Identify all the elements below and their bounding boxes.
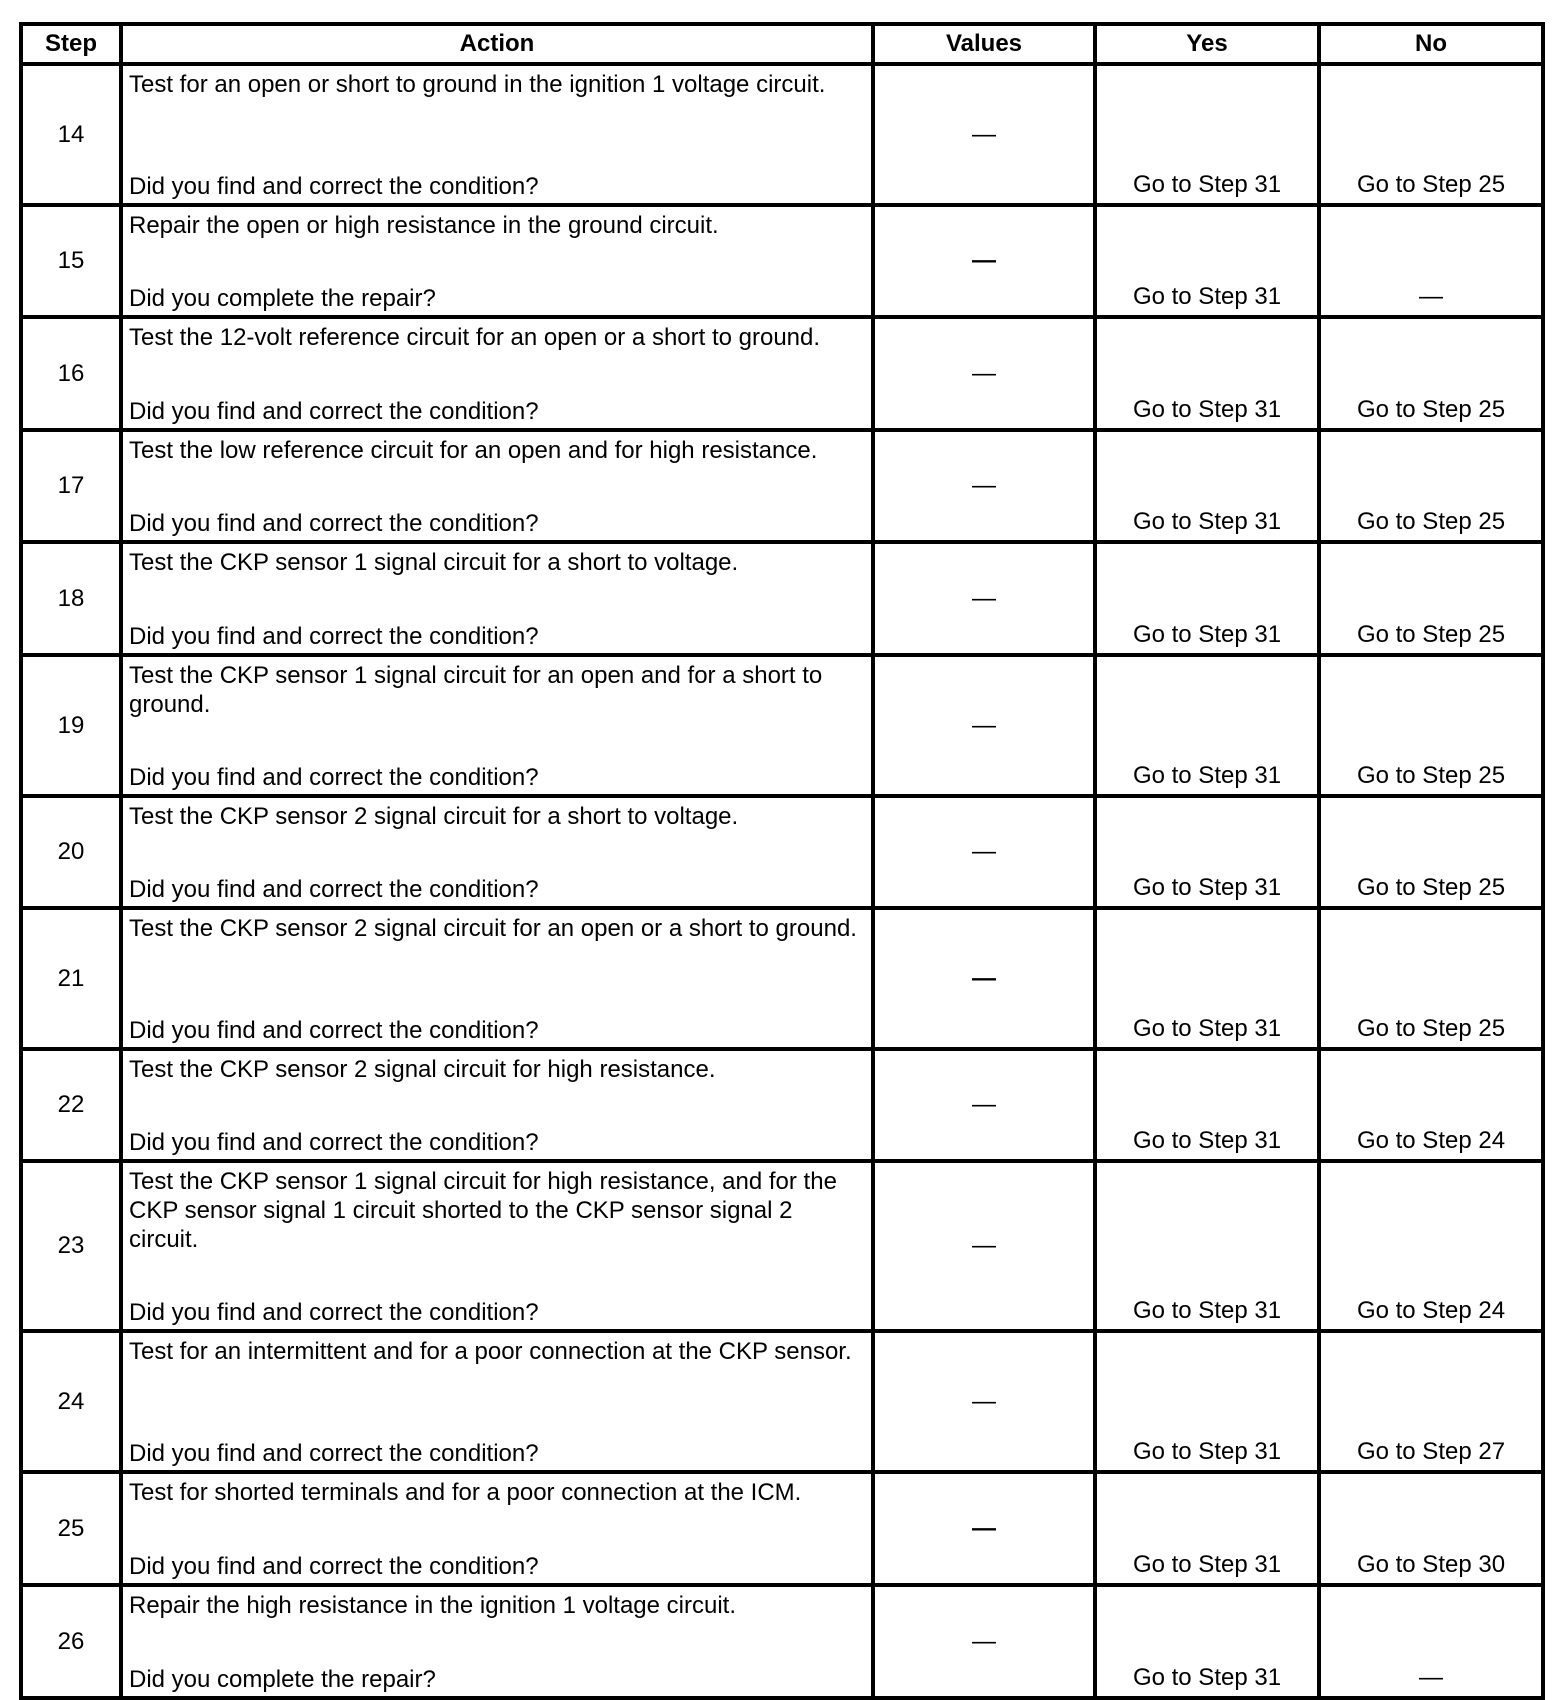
- action-text: Repair the open or high resistance in the ground circuit.: [129, 212, 719, 239]
- yes-link[interactable]: Go to Step 31: [1095, 205, 1319, 317]
- no-cell: —: [1319, 205, 1543, 317]
- step-number: 25: [21, 1472, 121, 1585]
- action-question: Did you find and correct the condition?: [129, 510, 539, 537]
- table-row: [21, 430, 1543, 542]
- header-no: No: [1319, 24, 1543, 64]
- action-text: Test for an open or short to ground in the ignition 1 voltage circuit.: [129, 71, 826, 98]
- action-cell: [121, 655, 873, 796]
- yes-link[interactable]: Go to Step 31: [1095, 1161, 1319, 1331]
- step-number: 20: [21, 796, 121, 908]
- no-link[interactable]: Go to Step 24: [1319, 1049, 1543, 1161]
- no-link[interactable]: Go to Step 27: [1319, 1331, 1543, 1472]
- action-text: Test the CKP sensor 1 signal circuit for a short to voltage.: [129, 549, 739, 576]
- no-link[interactable]: Go to Step 25: [1319, 430, 1543, 542]
- action-question: Did you complete the repair?: [129, 1666, 436, 1693]
- table-row: [21, 1472, 1543, 1585]
- action-text: Repair the high resistance in the ignition 1 voltage circuit.: [129, 1592, 737, 1619]
- action-text: Test the low reference circuit for an open and for high resistance.: [129, 437, 818, 464]
- action-text: Test the CKP sensor 2 signal circuit for a short to voltage.: [129, 803, 739, 830]
- action-cell: [121, 1585, 873, 1698]
- table-row: [21, 542, 1543, 655]
- action-text: Test for an intermittent and for a poor connection at the CKP sensor.: [129, 1338, 852, 1365]
- action-question: Did you complete the repair?: [129, 285, 436, 312]
- step-number: 19: [21, 655, 121, 796]
- no-link[interactable]: Go to Step 24: [1319, 1161, 1543, 1331]
- action-cell: [121, 542, 873, 655]
- header-values: Values: [873, 24, 1095, 64]
- action-cell: [121, 64, 873, 205]
- action-text: Test the CKP sensor 1 signal circuit for an open and for a short to ground.: [129, 662, 823, 718]
- action-text: Test the CKP sensor 2 signal circuit for high resistance.: [129, 1056, 716, 1083]
- yes-link[interactable]: Go to Step 31: [1095, 430, 1319, 542]
- yes-link[interactable]: Go to Step 31: [1095, 542, 1319, 655]
- table-row: [21, 1331, 1543, 1472]
- step-number: 22: [21, 1049, 121, 1161]
- no-link[interactable]: Go to Step 25: [1319, 64, 1543, 205]
- step-number: 24: [21, 1331, 121, 1472]
- step-number: 17: [21, 430, 121, 542]
- step-number: 23: [21, 1161, 121, 1331]
- action-cell: [121, 1049, 873, 1161]
- action-question: Did you find and correct the condition?: [129, 173, 539, 200]
- step-number: 15: [21, 205, 121, 317]
- no-link[interactable]: Go to Step 30: [1319, 1472, 1543, 1585]
- header-action: Action: [121, 24, 873, 64]
- table-row: [21, 1585, 1543, 1698]
- table-row: [21, 205, 1543, 317]
- action-cell: [121, 317, 873, 430]
- table-row: [21, 908, 1543, 1049]
- step-number: 21: [21, 908, 121, 1049]
- action-cell: [121, 1161, 873, 1331]
- table-row: [21, 796, 1543, 908]
- table-row: [21, 64, 1543, 205]
- values-cell: —: [873, 908, 1095, 1049]
- action-cell: [121, 1472, 873, 1585]
- diagnostic-table: [19, 22, 1545, 1700]
- yes-link[interactable]: Go to Step 31: [1095, 908, 1319, 1049]
- action-question: Did you find and correct the condition?: [129, 764, 539, 791]
- yes-link[interactable]: Go to Step 31: [1095, 64, 1319, 205]
- values-cell: —: [873, 64, 1095, 205]
- action-question: Did you find and correct the condition?: [129, 1129, 539, 1156]
- action-text: Test the CKP sensor 1 signal circuit for high resistance, and for the CKP sensor signal 1 circuit shorted to the CKP sensor signal 2 circuit.: [129, 1168, 837, 1253]
- table-row: [21, 317, 1543, 430]
- table-row: [21, 655, 1543, 796]
- step-number: 18: [21, 542, 121, 655]
- action-question: Did you find and correct the condition?: [129, 1017, 539, 1044]
- action-question: Did you find and correct the condition?: [129, 398, 539, 425]
- yes-link[interactable]: Go to Step 31: [1095, 1472, 1319, 1585]
- values-cell: —: [873, 1161, 1095, 1331]
- action-question: Did you find and correct the condition?: [129, 1553, 539, 1580]
- yes-link[interactable]: Go to Step 31: [1095, 655, 1319, 796]
- action-question: Did you find and correct the condition?: [129, 876, 539, 903]
- action-cell: [121, 908, 873, 1049]
- action-cell: [121, 796, 873, 908]
- values-cell: —: [873, 1049, 1095, 1161]
- yes-link[interactable]: Go to Step 31: [1095, 317, 1319, 430]
- values-cell: —: [873, 1585, 1095, 1698]
- no-link[interactable]: Go to Step 25: [1319, 542, 1543, 655]
- table-row: [21, 1161, 1543, 1331]
- no-link[interactable]: Go to Step 25: [1319, 796, 1543, 908]
- action-question: Did you find and correct the condition?: [129, 1440, 539, 1467]
- header-yes: Yes: [1095, 24, 1319, 64]
- no-link[interactable]: Go to Step 25: [1319, 655, 1543, 796]
- values-cell: —: [873, 430, 1095, 542]
- values-cell: —: [873, 1472, 1095, 1585]
- values-cell: —: [873, 796, 1095, 908]
- action-question: Did you find and correct the condition?: [129, 623, 539, 650]
- values-cell: —: [873, 205, 1095, 317]
- no-link[interactable]: Go to Step 25: [1319, 317, 1543, 430]
- values-cell: —: [873, 1331, 1095, 1472]
- yes-link[interactable]: Go to Step 31: [1095, 1049, 1319, 1161]
- action-text: Test for shorted terminals and for a poor connection at the ICM.: [129, 1479, 802, 1506]
- yes-link[interactable]: Go to Step 31: [1095, 796, 1319, 908]
- table-row: [21, 1049, 1543, 1161]
- header-step: Step: [21, 24, 121, 64]
- yes-link[interactable]: Go to Step 31: [1095, 1331, 1319, 1472]
- no-cell: —: [1319, 1585, 1543, 1698]
- step-number: 16: [21, 317, 121, 430]
- values-cell: —: [873, 655, 1095, 796]
- action-cell: [121, 430, 873, 542]
- values-cell: —: [873, 317, 1095, 430]
- yes-link[interactable]: Go to Step 31: [1095, 1585, 1319, 1698]
- step-number: 14: [21, 64, 121, 205]
- header-row: [21, 24, 1543, 64]
- action-question: Did you find and correct the condition?: [129, 1299, 539, 1326]
- action-cell: [121, 1331, 873, 1472]
- no-link[interactable]: Go to Step 25: [1319, 908, 1543, 1049]
- action-cell: [121, 205, 873, 317]
- action-text: Test the 12-volt reference circuit for an open or a short to ground.: [129, 324, 821, 351]
- values-cell: —: [873, 542, 1095, 655]
- step-number: 26: [21, 1585, 121, 1698]
- action-text: Test the CKP sensor 2 signal circuit for an open or a short to ground.: [129, 915, 857, 942]
